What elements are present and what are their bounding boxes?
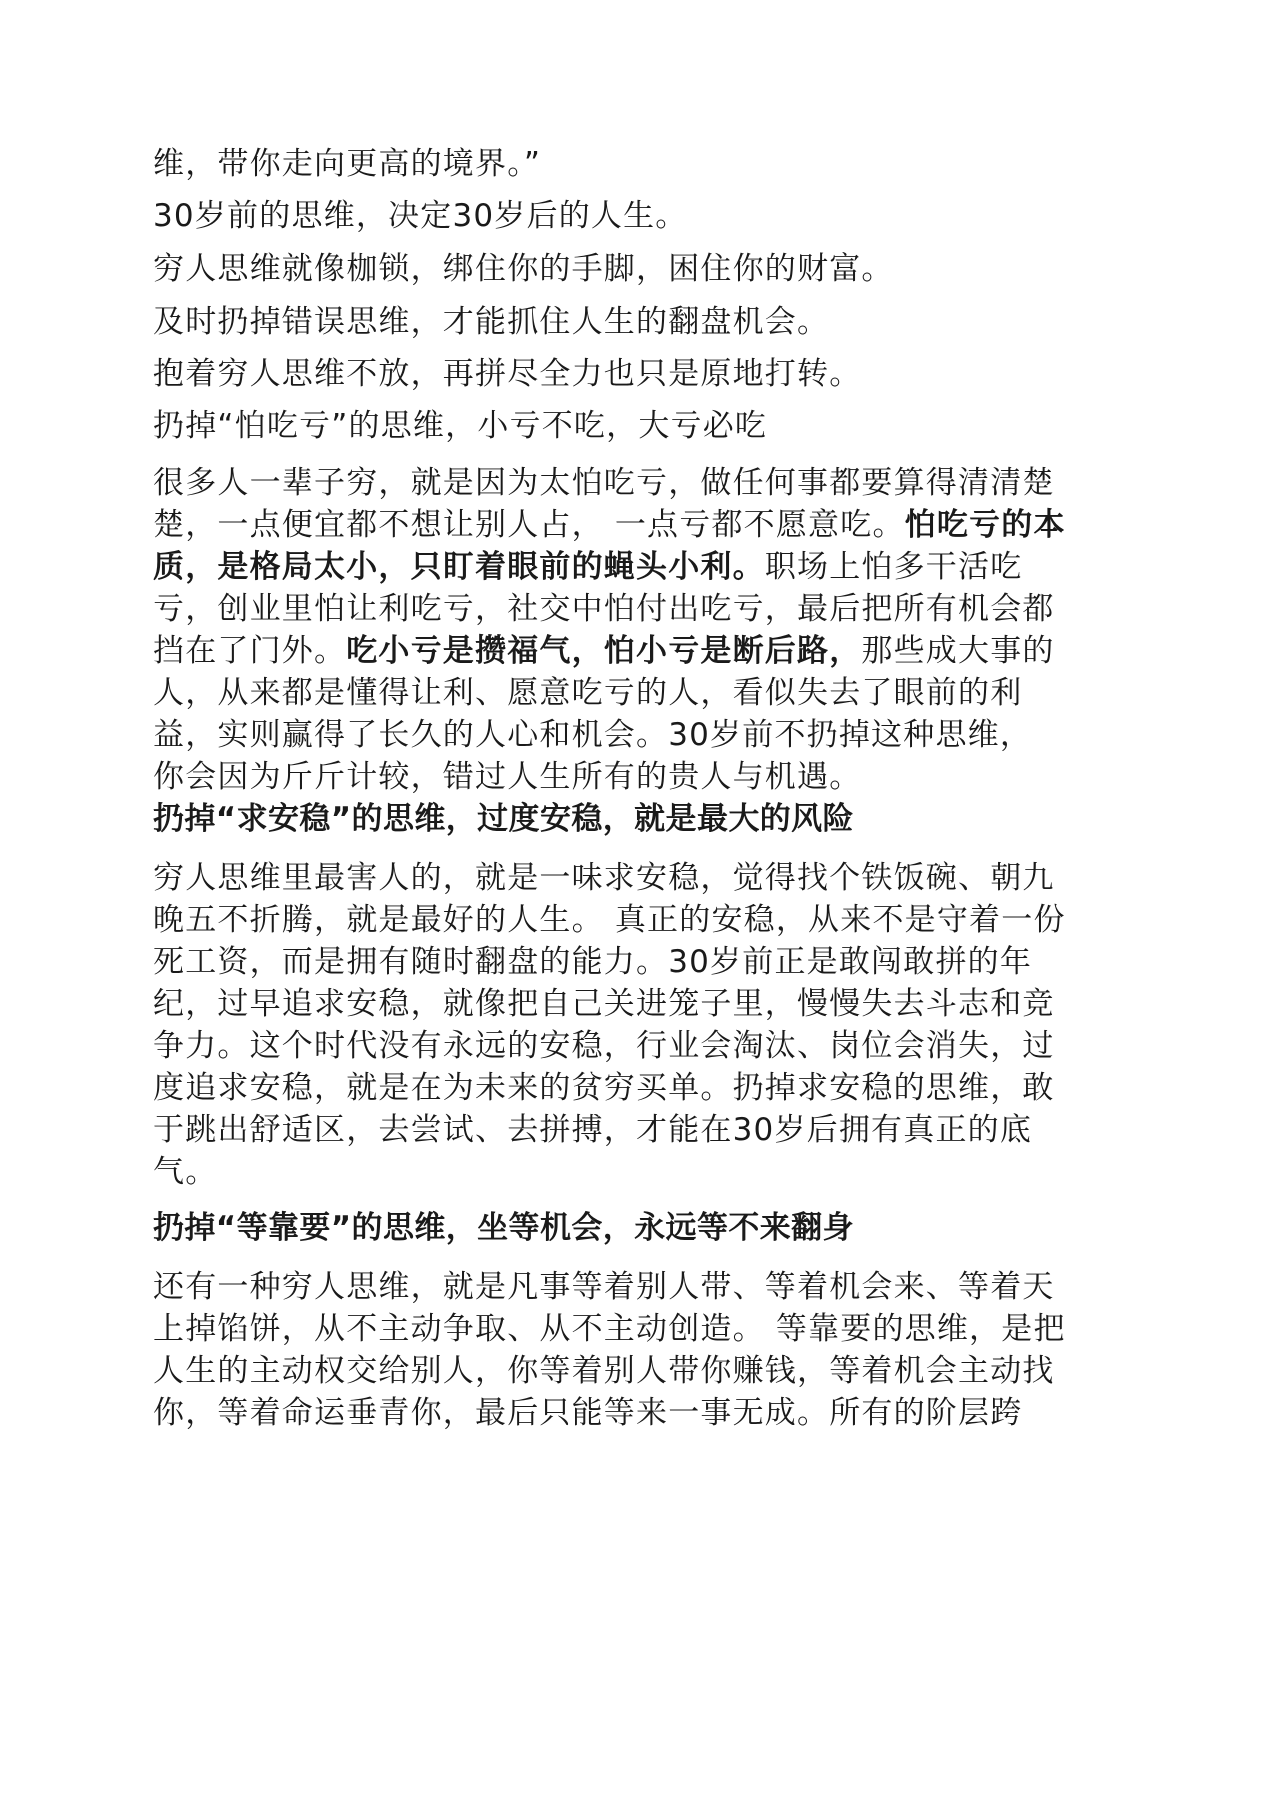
text-run: 维，带你走向更高的境界。” [153,146,542,182]
text-line [153,900,1066,940]
text-run: 人，从来都是懂得让利、愿意吃亏的人，看似失去了眼前的利 [153,675,1023,711]
text-line [153,631,1055,671]
text-run: 那些成大事的 [861,633,1055,669]
text-run: 及时扔掉错误思维，才能抓住人生的翻盘机会。 [153,304,830,340]
text-run: 楚，一点便宜都不想让别人占， 一点亏都不愿意吃。 [153,507,905,543]
text-run: 死工资，而是拥有随时翻盘的能力。30岁前正是敢闯敢拼的年 [153,944,1033,980]
text-run: 争力。这个时代没有永远的安稳，行业会淘汰、岗位会消失，过 [153,1028,1055,1064]
text-line [153,1068,1055,1108]
text-line [153,1351,1055,1391]
text-run: 你会因为斤斤计较，错过人生所有的贵人与机遇。 [153,759,862,795]
text-line [153,1267,1055,1307]
text-line [153,249,894,289]
text-run: 气。 [153,1154,218,1190]
bold-text-run: 吃小亏是攒福气，怕小亏是断后路， [346,633,862,669]
text-line [153,302,829,342]
text-line [153,547,1022,587]
text-line [153,984,1055,1024]
text-run: 晚五不折腾，就是最好的人生。 真正的安稳，从来不是守着一份 [153,902,1066,938]
text-run: 抱着穷人思维不放，再拼尽全力也只是原地打转。 [153,356,862,392]
text-line [153,1026,1055,1066]
text-line [153,196,688,236]
text-line [153,463,1055,503]
text-line [153,858,1055,898]
text-run: 上掉馅饼，从不主动争取、从不主动创造。 等靠要的思维，是把 [153,1311,1066,1347]
text-run: 于跳出舒适区，去尝试、去拼搏，才能在30岁后拥有真正的底 [153,1112,1033,1148]
text-line [153,942,1032,982]
text-run: 扔掉“等靠要”的思维，坐等机会，永远等不来翻身 [153,1210,854,1246]
text-run: 穷人思维里最害人的，就是一味求安稳，觉得找个铁饭碗、朝九 [153,860,1055,896]
text-run: 纪，过早追求安稳，就像把自己关进笼子里，慢慢失去斗志和竞 [153,986,1055,1022]
section-heading [153,406,767,446]
text-line [153,505,1066,545]
text-line [153,354,861,394]
text-run: 你，等着命运垂青你，最后只能等来一事无成。所有的阶层跨 [153,1395,1023,1431]
section-heading [153,799,854,839]
bold-text-run: 怕吃亏的本 [904,507,1066,543]
text-run: 益，实则赢得了长久的人心和机会。30岁前不扔掉这种思维， [153,717,1033,753]
text-run: 30岁前的思维，决定30岁后的人生。 [153,198,688,234]
text-line [153,1309,1066,1349]
bold-text-run: 质，是格局太小，只盯着眼前的蝇头小利。 [153,549,765,585]
text-run: 亏，创业里怕让利吃亏，社交中怕付出吃亏，最后把所有机会都 [153,591,1055,627]
text-run: 扔掉“求安稳”的思维，过度安稳，就是最大的风险 [153,801,854,837]
text-line [153,673,1022,713]
text-run: 还有一种穷人思维，就是凡事等着别人带、等着机会来、等着天 [153,1269,1055,1305]
text-line [153,144,541,184]
text-line [153,1110,1032,1150]
text-line [153,1393,1022,1433]
text-run: 挡在了门外。 [153,633,347,669]
text-run: 扔掉“怕吃亏”的思维，小亏不吃，大亏必吃 [153,408,768,444]
text-run: 人生的主动权交给别人，你等着别人带你赚钱，等着机会主动找 [153,1353,1055,1389]
text-run: 穷人思维就像枷锁，绑住你的手脚，困住你的财富。 [153,251,894,287]
text-line [153,757,861,797]
text-line [153,1152,217,1192]
text-run: 度追求安稳，就是在为未来的贫穷买单。扔掉求安稳的思维，敢 [153,1070,1055,1106]
text-run: 很多人一辈子穷，就是因为太怕吃亏，做任何事都要算得清清楚 [153,465,1055,501]
text-run: 职场上怕多干活吃 [764,549,1023,585]
text-line [153,589,1055,629]
section-heading [153,1208,854,1248]
text-line [153,715,1032,755]
